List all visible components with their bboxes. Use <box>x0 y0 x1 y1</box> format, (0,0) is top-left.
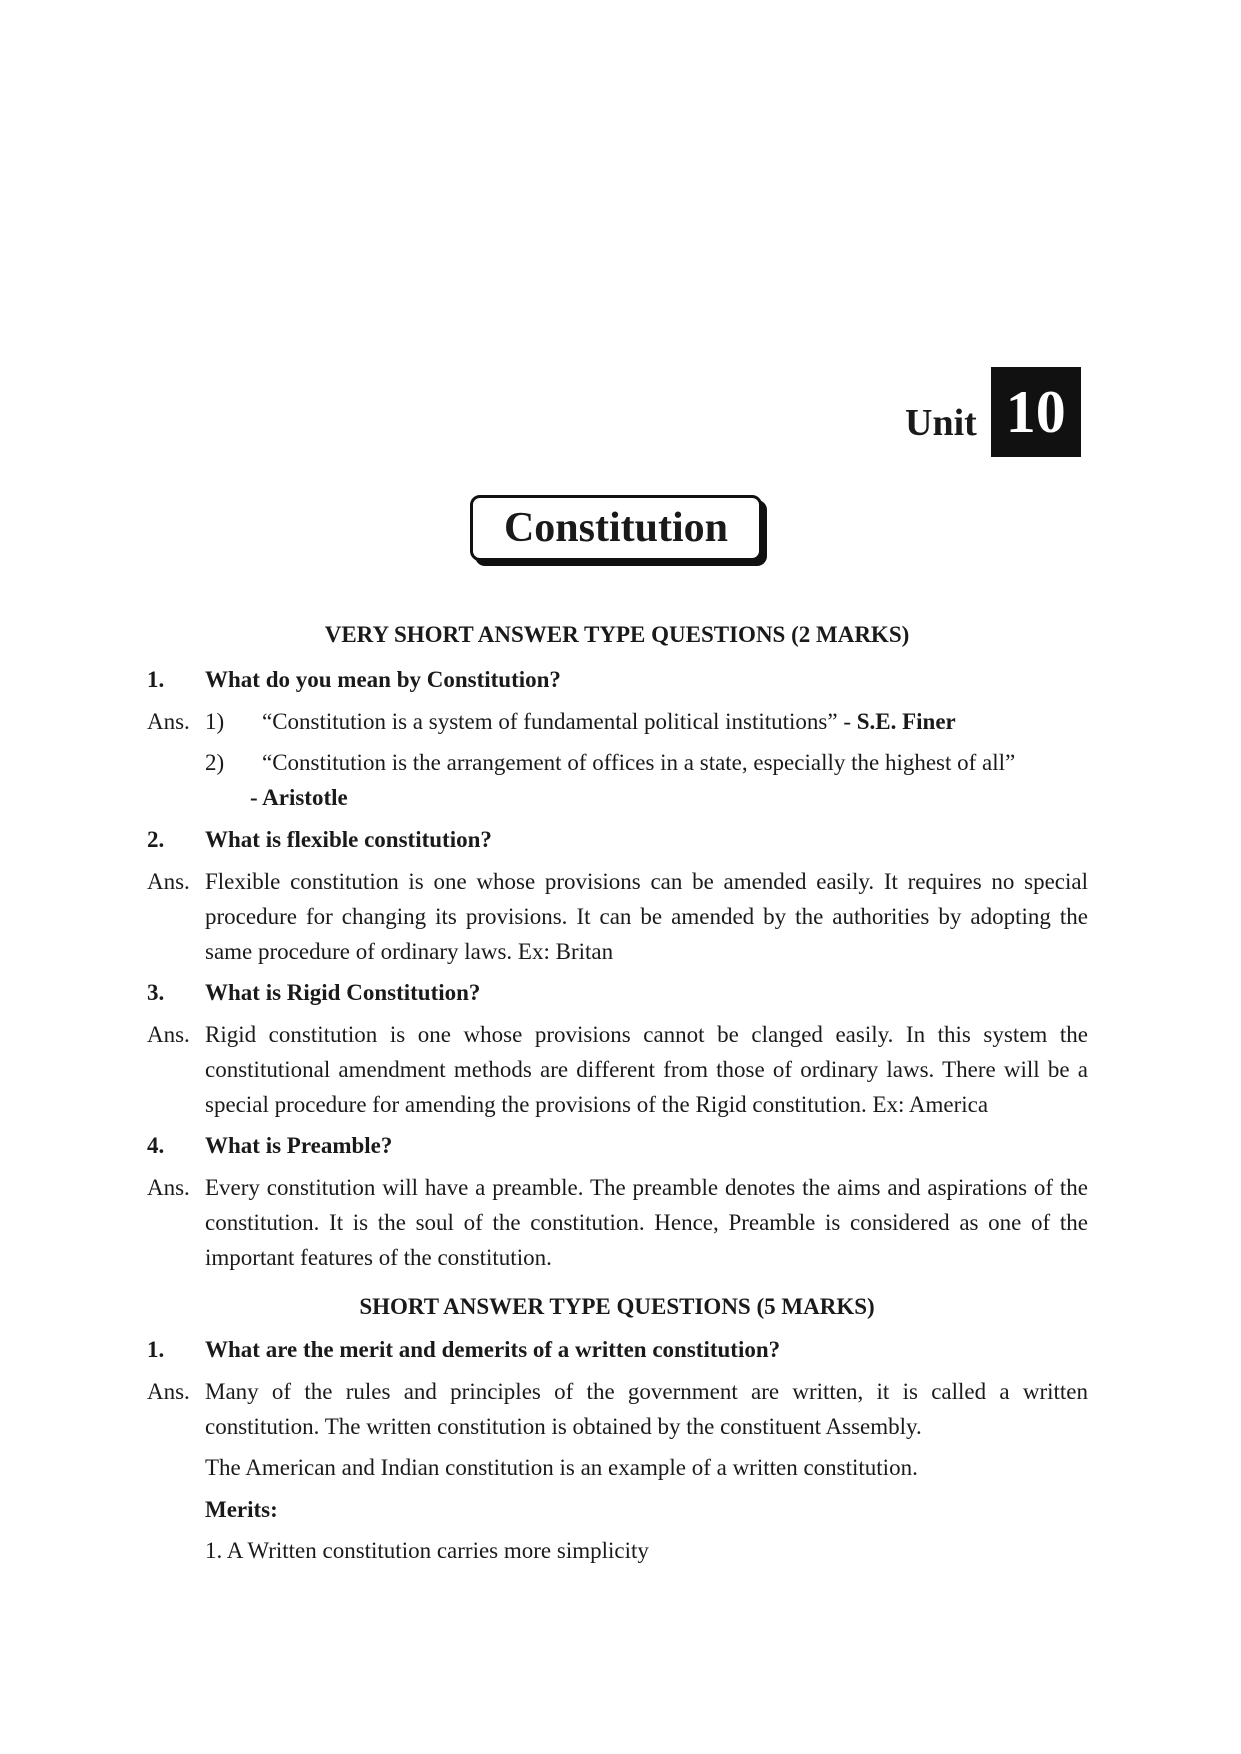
answer-label: Ans. <box>147 1022 190 1047</box>
answer-label: Ans. <box>147 1175 190 1200</box>
question-number: 3. <box>147 980 165 1005</box>
unit-number-box: 10 <box>991 367 1081 457</box>
answer-label: Ans. <box>147 869 190 894</box>
section-heading-short: SHORT ANSWER TYPE QUESTIONS (5 MARKS) <box>359 1294 875 1319</box>
question-text: What is Preamble? <box>205 1133 393 1158</box>
question-number: 4. <box>147 1133 165 1158</box>
answer-paragraph: Rigid constitution is one whose provisions cannot be clanged easily. In this system the constitutional amendment methods are different from those of ordinary laws. There will be a special procedure for amending the provisions of the Rigid constitution. Ex: America <box>205 1022 1088 1117</box>
question-text: What do you mean by Constitution? <box>205 667 561 692</box>
merit-item: 1. A Written constitution carries more simplicity <box>205 1538 649 1563</box>
question-text: What is Rigid Constitution? <box>205 980 481 1005</box>
answer-item-text: “Constitution is the arrangement of offices in a state, especially the highest of all” <box>262 750 1016 775</box>
answer-label: Ans. <box>147 1379 190 1404</box>
answer-item-number: 1) <box>205 709 225 734</box>
answer-paragraph: Flexible constitution is one whose provisions can be amended easily. It requires no special procedure for changing its provisions. It can be amended by the authorities by adopting the same procedure of ordinary laws. Ex: Britan <box>205 869 1088 964</box>
chapter-title: Constitution <box>470 495 762 561</box>
quote-author: S.E. Finer <box>856 709 956 734</box>
question-number: 1. <box>147 1337 165 1362</box>
question-number: 2. <box>147 827 165 852</box>
answer-label: Ans. <box>147 709 190 734</box>
question-number: 1. <box>147 667 165 692</box>
unit-label: Unit <box>905 402 977 444</box>
question-text: What are the merit and demerits of a written constitution? <box>205 1337 781 1362</box>
quote-author: - Aristotle <box>250 785 348 810</box>
unit-badge <box>905 367 1081 457</box>
answer-item-number: 2) <box>205 750 225 775</box>
section-heading-very-short: VERY SHORT ANSWER TYPE QUESTIONS (2 MARKS) <box>324 622 910 647</box>
answer-paragraph: Many of the rules and principles of the government are written, it is called a written constitution. The written constitution is obtained by the constituent Assembly. <box>205 1379 1088 1439</box>
quote-text: “Constitution is a system of fundamental political institutions” - <box>262 709 857 734</box>
answer-item-text <box>262 704 956 739</box>
merits-heading: Merits: <box>205 1497 278 1522</box>
question-text: What is flexible constitution? <box>205 827 492 852</box>
answer-example: The American and Indian constitution is an example of a written constitution. <box>205 1455 918 1480</box>
answer-paragraph: Every constitution will have a preamble. The preamble denotes the aims and aspirations of the constitution. It is the soul of the constitution. Hence, Preamble is considered as one of the important features of the constitution. <box>205 1175 1088 1270</box>
